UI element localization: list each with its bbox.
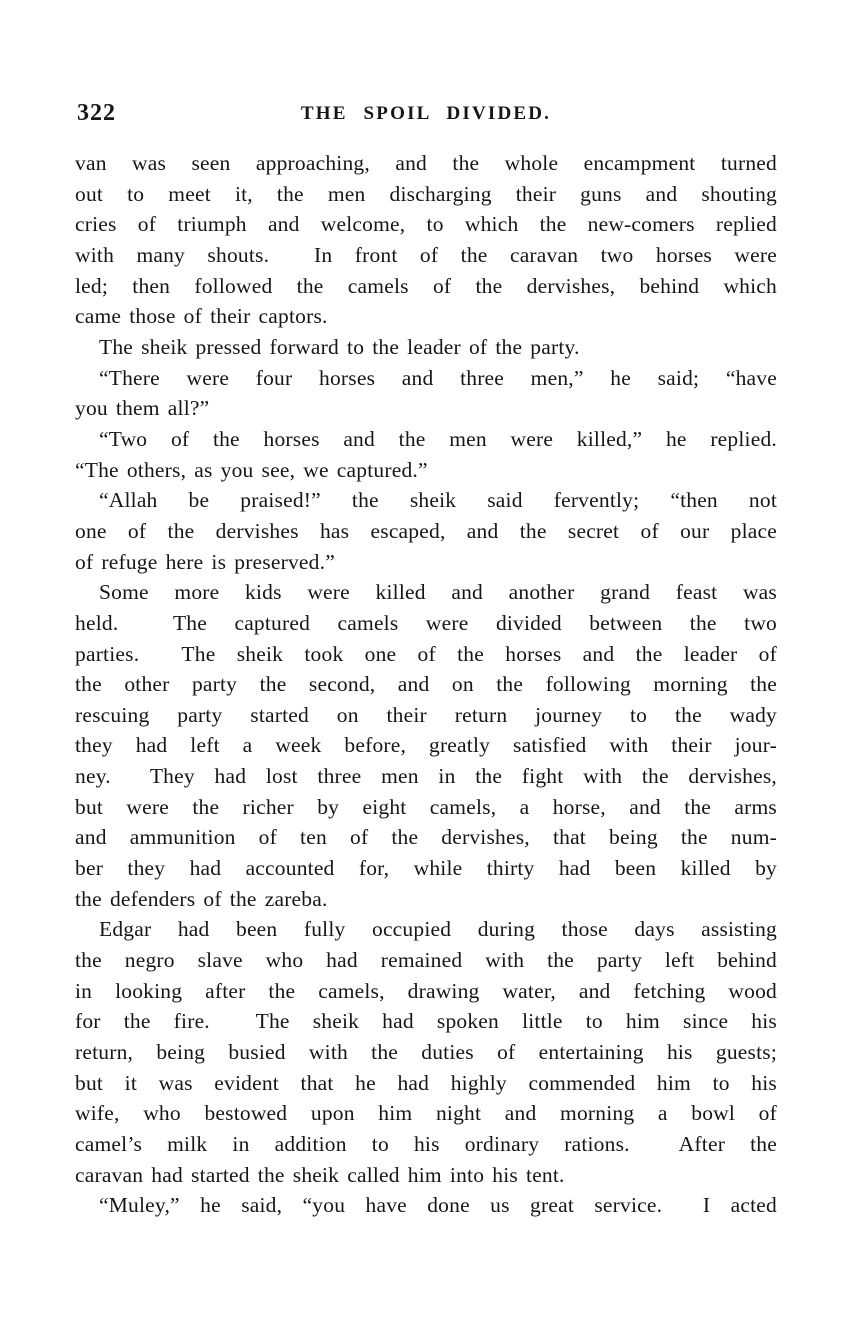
- running-head-title: THE SPOIL DIVIDED.: [300, 103, 552, 124]
- text-line: but it was evident that he had highly commended him to his: [75, 1070, 777, 1095]
- text-line: for the fire. The sheik had spoken little to him since his: [75, 1009, 777, 1034]
- text-line: return, being busied with the duties of entertaining his guests;: [75, 1040, 777, 1065]
- text-line: with many shouts. In front of the caravan two horses were: [75, 242, 777, 267]
- text-line: the defenders of the zareba.: [75, 886, 328, 911]
- text-line: the other party the second, and on the following morning the: [75, 672, 777, 697]
- text-line: camel’s milk in addition to his ordinary rations. After the: [75, 1132, 777, 1156]
- text-line: “Allah be praised!” the sheik said fervently; “then not: [99, 488, 777, 513]
- text-line: one of the dervishes has escaped, and the secret of our place: [75, 518, 777, 543]
- page-body: [75, 148, 777, 1221]
- text-line: but were the richer by eight camels, a horse, and the arms: [75, 794, 777, 819]
- text-line: van was seen approaching, and the whole encampment turned: [75, 151, 777, 175]
- text-line: ber they had accounted for, while thirty had been killed by: [75, 856, 777, 881]
- text-line: in looking after the camels, drawing water, and fetching wood: [75, 978, 777, 1003]
- text-line: “Two of the horses and the men were killed,” he replied.: [99, 426, 777, 451]
- text-line: ney. They had lost three men in the fight with the dervishes,: [75, 764, 777, 789]
- text-line: parties. The sheik took one of the horses and the leader of: [75, 641, 777, 666]
- text-line: you them all?”: [75, 396, 210, 421]
- text-line: held. The captured camels were divided between the two: [75, 610, 777, 635]
- text-line: rescuing party started on their return journey to the wady: [75, 702, 777, 727]
- text-line: led; then followed the camels of the dervishes, behind which: [75, 273, 777, 298]
- text-line: came those of their captors.: [75, 304, 328, 329]
- text-line: of refuge here is preserved.”: [75, 549, 335, 574]
- text-line: Edgar had been fully occupied during those days assisting: [99, 917, 777, 942]
- text-line: The sheik pressed forward to the leader of the party.: [99, 334, 580, 359]
- page-header: [75, 100, 777, 126]
- text-line: they had left a week before, greatly satisfied with their jour-: [75, 733, 777, 758]
- text-line: “There were four horses and three men,” he said; “have: [99, 365, 777, 390]
- text-line: “Muley,” he said, “you have done us great service. I acted: [99, 1193, 777, 1218]
- text-line: the negro slave who had remained with the party left behind: [75, 948, 777, 973]
- text-line: caravan had started the sheik called him into his tent.: [75, 1162, 565, 1187]
- text-line: Some more kids were killed and another grand feast was: [99, 580, 777, 605]
- text-line: cries of triumph and welcome, to which the new-comers replied: [75, 212, 777, 237]
- text-line: “The others, as you see, we captured.”: [75, 457, 428, 482]
- text-line: and ammunition of ten of the dervishes, that being the num-: [75, 825, 777, 850]
- text-line: out to meet it, the men discharging their guns and shouting: [75, 181, 777, 206]
- text-line: wife, who bestowed upon him night and morning a bowl of: [75, 1101, 777, 1126]
- page-number: 322: [77, 100, 116, 126]
